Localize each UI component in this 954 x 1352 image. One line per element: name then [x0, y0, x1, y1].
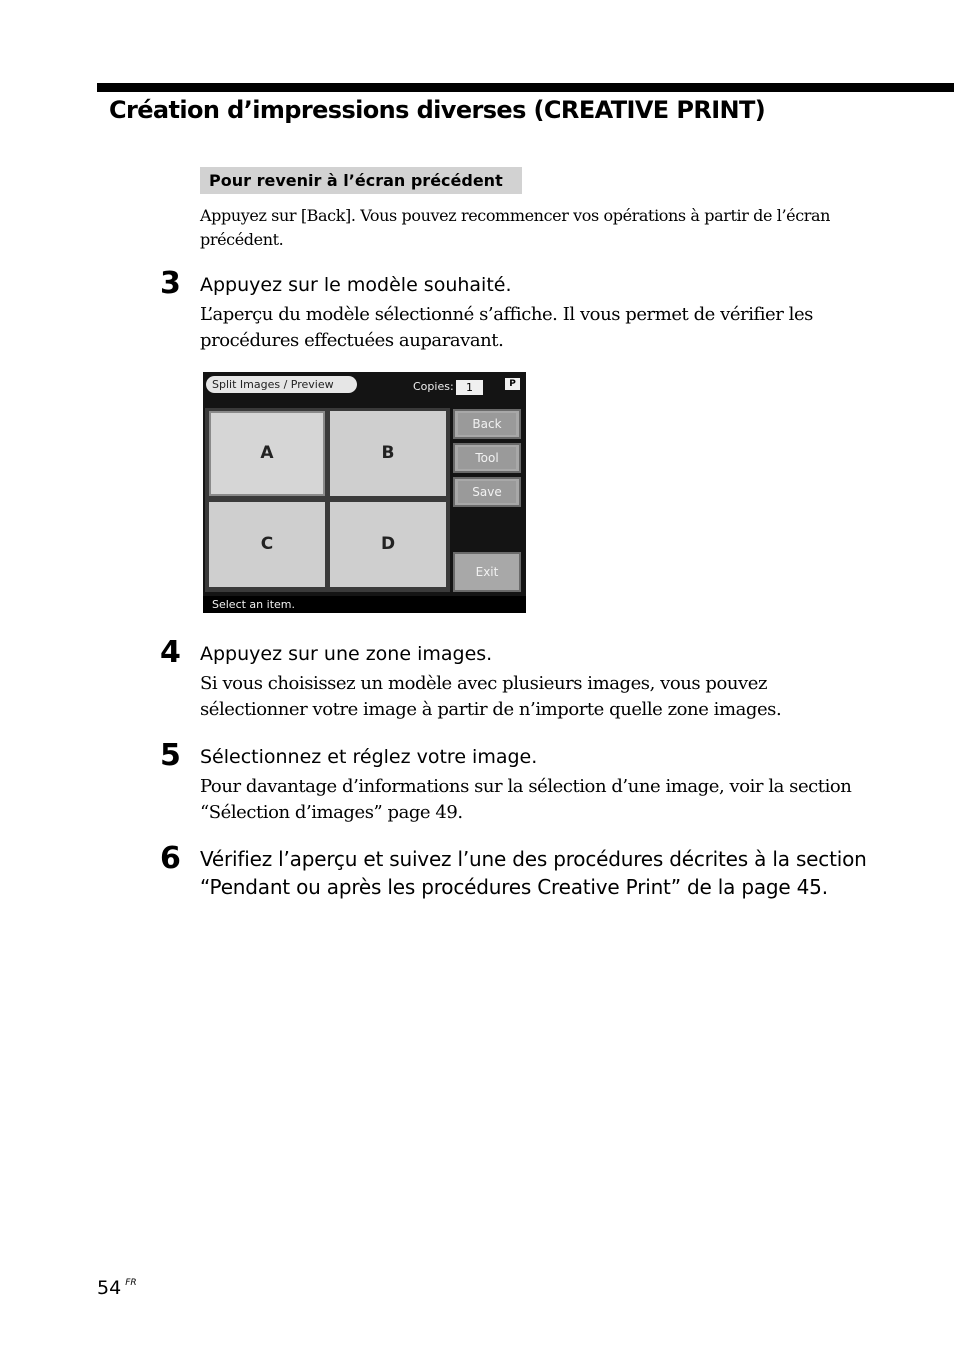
tool-button-label: Tool: [458, 447, 516, 469]
status-bar: Select an item.: [203, 596, 526, 613]
step-title: Vérifiez l’aperçu et suivez l’une des procédures décrites à la section “Pendant ou après les procédures Creative Print” de la page 45.: [200, 847, 867, 899]
step-title: Appuyez sur une zone images.: [200, 643, 493, 665]
section-title: Création d’impressions diverses (CREATIVE PRINT): [109, 96, 766, 124]
save-button[interactable]: [453, 477, 521, 507]
back-button[interactable]: [453, 409, 521, 439]
image-area-b[interactable]: B: [330, 411, 446, 496]
step-body: L’aperçu du modèle sélectionné s’affiche. Il vous permet de vérifier les procédures effectuées auparavant.: [200, 304, 813, 351]
screen-title: Split Images / Preview: [206, 376, 357, 393]
step-number: 4: [160, 635, 181, 670]
copies-field[interactable]: 1: [456, 380, 483, 395]
note-heading: Pour revenir à l’écran précédent: [200, 167, 522, 194]
step-number: 6: [160, 841, 181, 876]
image-area-d[interactable]: D: [330, 502, 446, 587]
image-area-a[interactable]: A: [209, 411, 325, 496]
step-title: Appuyez sur le modèle souhaité.: [200, 274, 512, 296]
note-text: Appuyez sur [Back]. Vous pouvez recommencer vos opérations à partir de l’écran précédent.: [200, 206, 831, 249]
step-number: 3: [160, 266, 181, 301]
step-body: Pour davantage d’informations sur la sélection d’une image, voir la section “Sélection d’images” page 49.: [200, 776, 852, 823]
tool-button[interactable]: [453, 443, 521, 473]
step-number: 5: [160, 738, 181, 773]
page-number-value: 54: [97, 1277, 122, 1299]
exit-button[interactable]: Exit: [453, 552, 521, 592]
step-title: Sélectionnez et réglez votre image.: [200, 746, 538, 768]
header-rule: [97, 83, 954, 92]
image-area-c[interactable]: C: [209, 502, 325, 587]
preview-screen: [203, 372, 526, 613]
page-number: [97, 1277, 137, 1299]
step-body: Si vous choisissez un modèle avec plusieurs images, vous pouvez sélectionner votre image à partir de n’importe quelle zone images.: [200, 673, 782, 720]
page-lang: FR: [125, 1278, 137, 1288]
p-badge: P: [505, 378, 520, 390]
back-button-label: Back: [458, 413, 516, 435]
copies-label: Copies:: [413, 380, 454, 393]
save-button-label: Save: [458, 481, 516, 503]
